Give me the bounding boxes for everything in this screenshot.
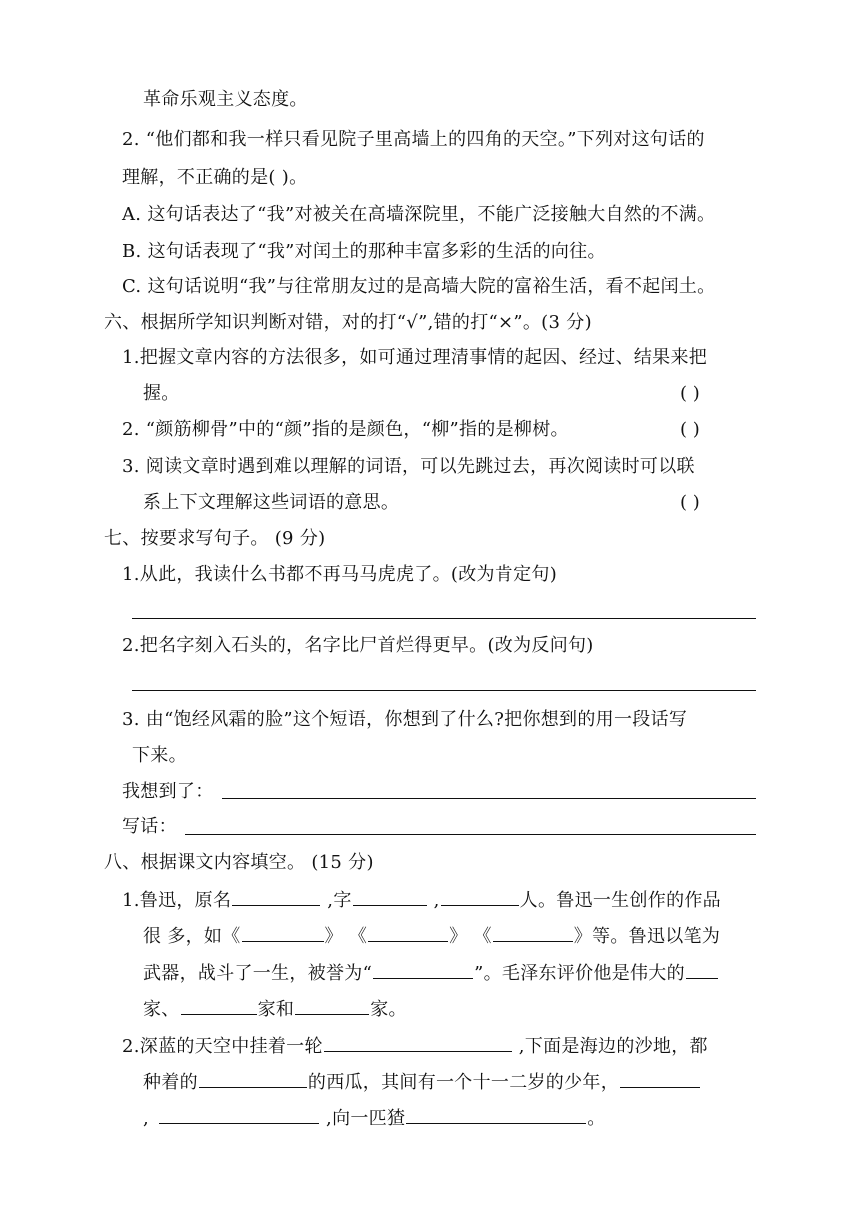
q8-1-text-f: 》 《 <box>324 926 368 947</box>
answer-paren-6-3[interactable]: ( ) <box>680 492 700 513</box>
question-8-2-line3 <box>143 1105 606 1131</box>
blank-stab[interactable] <box>406 1105 586 1124</box>
question-7-1: 1.从此，我读什么书都不再马马虎虎了。(改为肯定句) <box>122 564 558 585</box>
q8-1-text-g: 》 《 <box>449 926 492 947</box>
q8-1-text-m: 家。 <box>370 999 407 1020</box>
blank-work-3[interactable] <box>493 923 573 942</box>
q8-2-text-g: 。 <box>587 1108 606 1129</box>
q8-1-text-c: , <box>427 890 440 911</box>
question-8-1-line1 <box>122 887 721 913</box>
write-label: 写话： <box>122 816 177 837</box>
blank-honor-title[interactable] <box>373 960 473 979</box>
thought-label: 我想到了： <box>122 781 214 802</box>
write-answer-line[interactable] <box>185 834 756 835</box>
question-6-2: 2. “颜筋柳骨”中的“颜”指的是颜色，“柳”指的是柳树。 <box>122 419 569 440</box>
q8-2-text-b: ,下面是海边的沙地，都 <box>512 1036 708 1057</box>
q8-1-text-l: 家和 <box>257 999 295 1020</box>
question-8-2-line2 <box>143 1069 701 1095</box>
option-b: B. 这句话表现了“我”对闰土的那种丰富多彩的生活的向往。 <box>122 241 606 262</box>
blank-hometown[interactable] <box>441 887 519 906</box>
blank-courtesy-name[interactable] <box>353 887 427 906</box>
answer-line-7-2[interactable] <box>132 690 756 691</box>
blank-original-name[interactable] <box>232 887 320 906</box>
q8-1-text-b: ,字 <box>321 890 352 911</box>
section-6-title: 六、根据所学知识判断对错，对的打“√”,错的打“×”。(3 分) <box>104 312 592 333</box>
q8-2-text-d: 的西瓜，其间有一个十一二岁的少年， <box>307 1072 620 1093</box>
prev-answer-tail: 革命乐观主义态度。 <box>143 89 308 110</box>
question-6-3-line1: 3. 阅读文章时遇到难以理解的词语，可以先跳过去，再次阅读时可以联 <box>122 456 695 477</box>
blank-work-2[interactable] <box>368 923 448 942</box>
q8-2-text-f: ,向一匹猹 <box>320 1108 406 1129</box>
blank-role-2[interactable] <box>181 996 257 1015</box>
blank-role-3[interactable] <box>295 996 369 1015</box>
blank-role-1[interactable] <box>686 960 718 979</box>
q8-1-text-k: 家、 <box>143 999 180 1020</box>
q8-1-text-j: ”。毛泽东评价他是伟大的 <box>474 963 685 984</box>
q8-1-text-i: 武器，战斗了一生，被誉为“ <box>143 963 373 984</box>
answer-paren-6-1[interactable]: ( ) <box>680 383 700 404</box>
q8-1-text-h: 》等。鲁迅以笔为 <box>573 926 721 947</box>
question-8-1-line2 <box>143 923 720 949</box>
question-6-1-line2: 握。 <box>143 383 180 404</box>
option-a: A. 这句话表达了“我”对被关在高墙深院里，不能广泛接触大自然的不满。 <box>122 204 716 225</box>
question-8-1-line4 <box>143 996 407 1022</box>
q8-2-text-e: , <box>143 1108 150 1129</box>
question-8-1-line3 <box>143 960 719 986</box>
answer-paren-6-2[interactable]: ( ) <box>680 419 700 440</box>
question-6-3-line2: 系上下文理解这些词语的意思。 <box>143 492 400 513</box>
section-8-title: 八、根据课文内容填空。 (15 分) <box>104 852 374 873</box>
question-8-2-line1 <box>122 1033 708 1059</box>
blank-moon[interactable] <box>324 1033 512 1052</box>
question-6-1-line1: 1.把握文章内容的方法很多，如可通过理清事情的起因、经过、结果来把 <box>122 347 708 368</box>
section-7-title: 七、按要求写句子。 (9 分) <box>104 528 326 549</box>
answer-line-7-1[interactable] <box>132 618 756 619</box>
q8-1-text-d: 人。鲁迅一生创作的作品 <box>519 890 721 911</box>
blank-boy-description[interactable] <box>620 1069 700 1088</box>
question-7-3-line1: 3. 由“饱经风霜的脸”这个短语，你想到了什么?把你想到的用一段话写 <box>122 709 688 730</box>
q8-1-text-a: 1.鲁迅，原名 <box>122 890 232 911</box>
q8-2-text-a: 2.深蓝的天空中挂着一轮 <box>122 1036 323 1057</box>
question-7-2: 2.把名字刻入石头的，名字比尸首烂得更早。(改为反问句) <box>122 635 594 656</box>
blank-boy-action[interactable] <box>159 1105 319 1124</box>
thought-answer-line[interactable] <box>222 798 756 799</box>
question-5-2-line2: 理解，不正确的是( )。 <box>122 167 308 188</box>
question-7-3-line2: 下来。 <box>132 745 187 766</box>
q8-2-text-c: 种着的 <box>143 1072 198 1093</box>
blank-work-1[interactable] <box>242 923 324 942</box>
question-5-2-line1: 2. “他们都和我一样只看见院子里高墙上的四角的天空。”下列对这句话的 <box>122 129 705 150</box>
blank-watermelon[interactable] <box>199 1069 307 1088</box>
option-c: C. 这句话说明“我”与往常朋友过的是高墙大院的富裕生活，看不起闰土。 <box>122 276 716 297</box>
q8-1-text-e: 很 多，如《 <box>143 926 241 947</box>
